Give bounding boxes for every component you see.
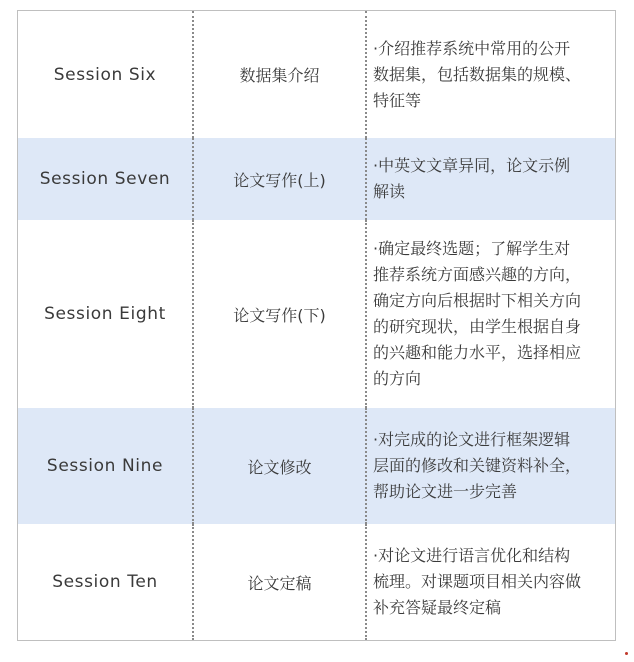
table-row — [18, 138, 615, 220]
session-cell: Session Seven — [39, 169, 171, 189]
description-cell: ·确定最终选题；了解学生对 推荐系统方面感兴趣的方向， 确定方向后根据时下相关方向 的研究现状，由学生根据自身 的兴趣和能力水平，选择相应 的方向 — [365, 220, 615, 408]
topic-cell: 论文定稿 — [192, 524, 365, 640]
corner-dot — [625, 652, 628, 655]
table-row — [18, 11, 615, 138]
topic-cell: 论文修改 — [192, 408, 365, 524]
session-cell: Session Six — [53, 64, 157, 85]
description-cell: ·对完成的论文进行框架逻辑 层面的修改和关键资料补全， 帮助论文进一步完善 — [365, 408, 615, 524]
table-row — [18, 220, 615, 408]
topic-cell: 论文写作(上) — [192, 138, 365, 220]
session-cell: Session Ten — [52, 572, 158, 592]
table-row — [18, 408, 615, 524]
session-cell: Session Eight — [44, 304, 166, 324]
session-cell: Session Nine — [46, 456, 164, 476]
description-cell: ·中英文文章异同，论文示例 解读 — [365, 138, 615, 220]
description-cell: ·介绍推荐系统中常用的公开 数据集，包括数据集的规模、 特征等 — [365, 11, 615, 138]
topic-cell: 论文写作(下) — [192, 220, 365, 408]
description-cell: ·对论文进行语言优化和结构 梳理。对课题项目相关内容做 补充答疑最终定稿 — [365, 524, 615, 640]
schedule-table — [17, 10, 616, 641]
table-row — [18, 524, 615, 640]
topic-cell: 数据集介绍 — [192, 11, 365, 138]
